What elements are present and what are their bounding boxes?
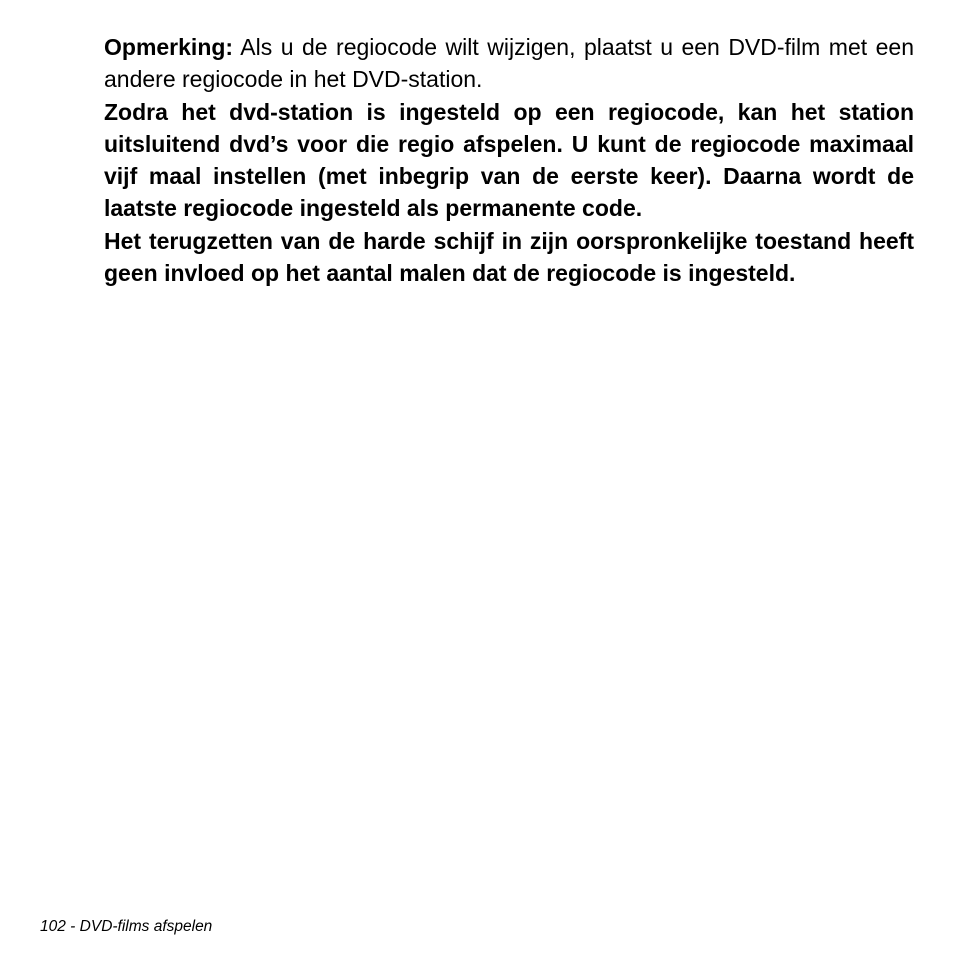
footer-separator: - bbox=[65, 918, 80, 935]
region-code-paragraph: Zodra het dvd-station is ingesteld op een regiocode, kan het station uitsluitend dvd’s voor die regio afspelen. U kunt de regiocode maximaal vijf maal instellen (met inbegrip van de eerste keer). Daarna wordt de laatste regiocode ingesteld als permanente code. bbox=[104, 98, 914, 222]
reset-drive-paragraph: Het terugzetten van de harde schijf in zijn oorspronkelijke toestand heeft geen invloed op het aantal malen dat de regiocode is ingesteld. bbox=[104, 227, 914, 287]
note-paragraph bbox=[104, 31, 914, 96]
page-number: 102 bbox=[40, 918, 66, 935]
section-title: DVD-films afspelen bbox=[79, 918, 213, 935]
note-label: Opmerking: bbox=[104, 34, 234, 60]
page-body bbox=[104, 31, 914, 289]
note-text: Als u de regiocode wilt wijzigen, plaatst u een DVD-film met een andere regiocode in het DVD-station. bbox=[104, 34, 914, 93]
page-footer bbox=[40, 917, 212, 937]
